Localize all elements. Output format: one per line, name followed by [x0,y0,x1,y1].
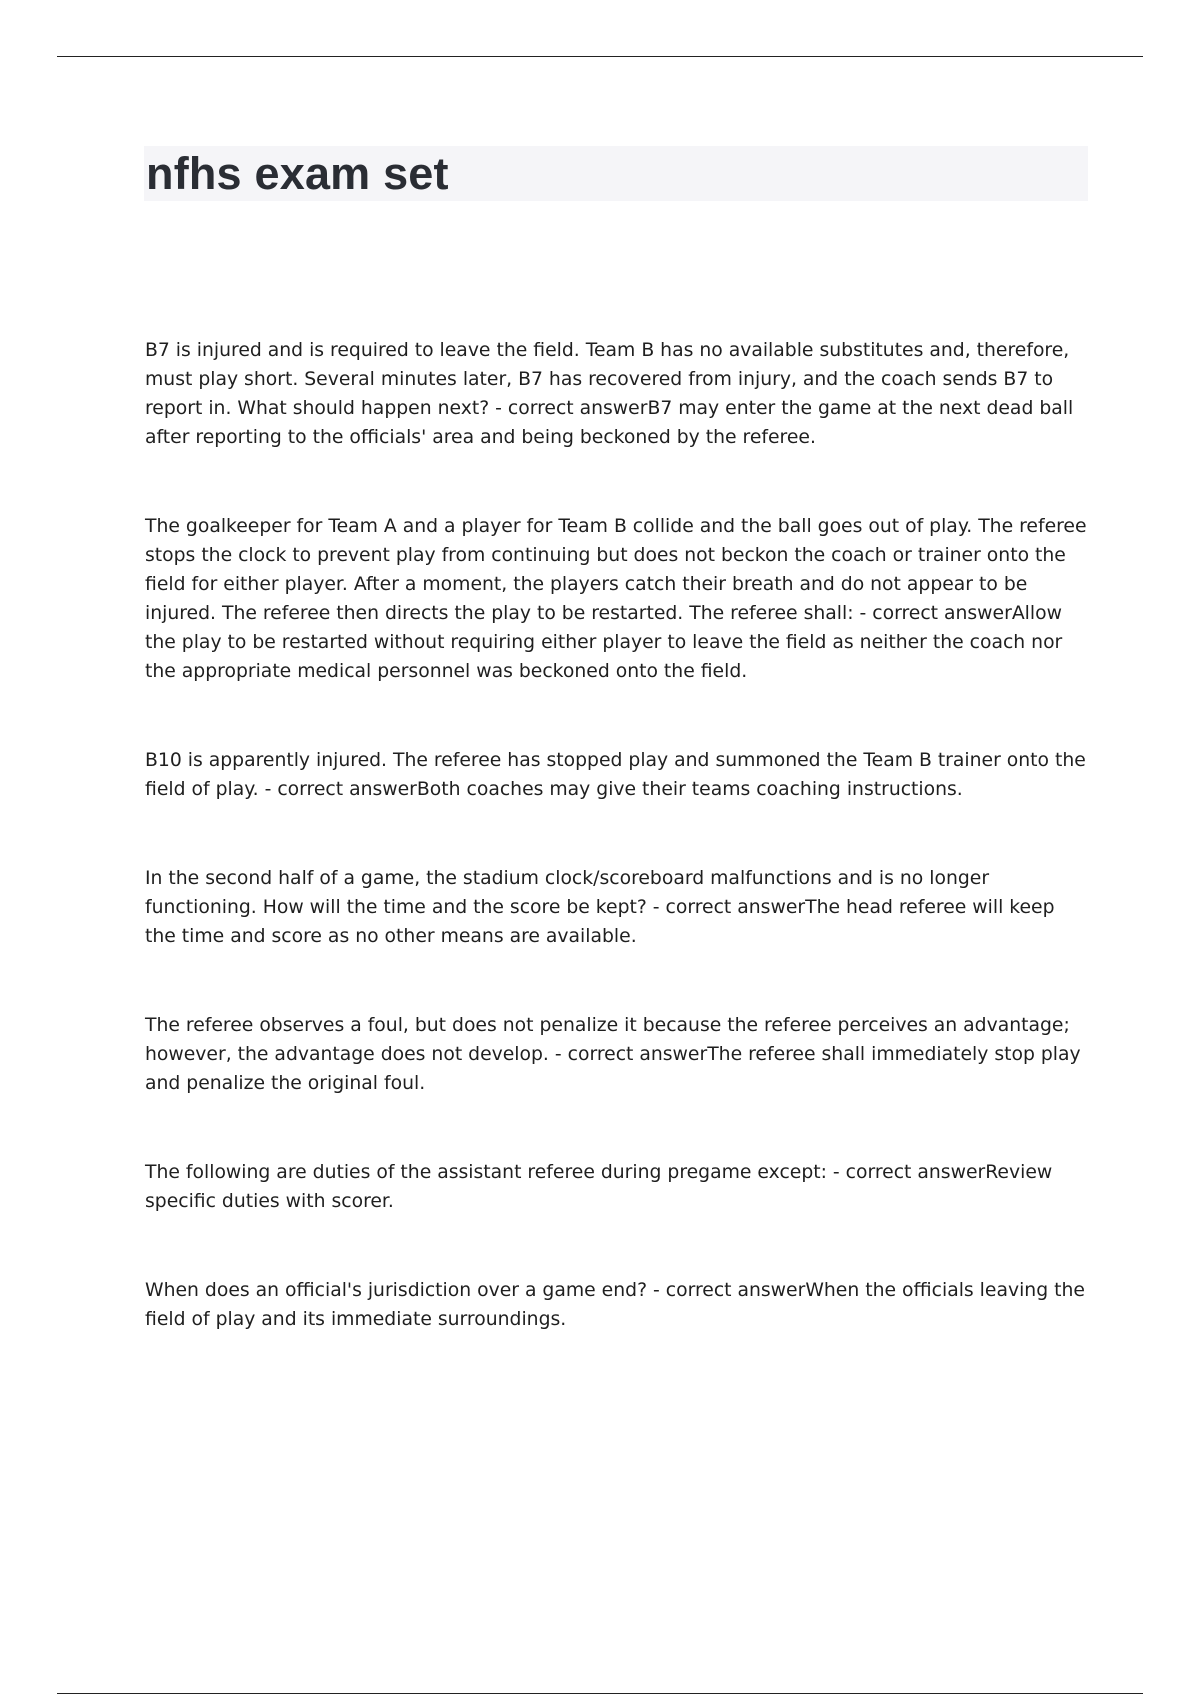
qa-item: The following are duties of the assistant referee during pregame except: - correct answerReview specific duties with scorer. [145,1162,1053,1212]
qa-item: B7 is injured and is required to leave the field. Team B has no available substitutes and, therefore, must play short. Several minutes later, B7 has recovered from injury, and the coach sends B7 to report in. What should happen next? - correct answerB7 may enter the game at the next dead ball after reporting to the officials' area and being beckoned by the referee. [145,340,1074,448]
page-title: nfhs exam set [146,148,449,199]
qa-item: The goalkeeper for Team A and a player for Team B collide and the ball goes out of play. The referee stops the clock to prevent play from continuing but does not beckon the coach or trainer onto the field for either player. After a moment, the players catch their breath and do not appear to be injured. The referee then directs the play to be restarted. The referee shall: - correct answerAllow the play to be restarted without requiring either player to leave the field as neither the coach nor the appropriate medical personnel was beckoned onto the field. [145,516,1087,682]
qa-item: B10 is apparently injured. The referee has stopped play and summoned the Team B trainer onto the field of play. - correct answerBoth coaches may give their teams coaching instructions. [145,750,1086,800]
qa-list [145,336,1090,1394]
qa-item: In the second half of a game, the stadium clock/scoreboard malfunctions and is no longer functioning. How will the time and the score be kept? - correct answerThe head referee will keep the time and score as no other means are available. [145,868,1055,947]
qa-item: The referee observes a foul, but does not penalize it because the referee perceives an advantage; however, the advantage does not develop. - correct answerThe referee shall immediately stop play and penalize the original foul. [145,1015,1081,1094]
top-rule [57,56,1143,57]
bottom-rule [57,1693,1143,1694]
qa-item: When does an official's jurisdiction over a game end? - correct answerWhen the officials leaving the field of play and its immediate surroundings. [145,1280,1085,1330]
